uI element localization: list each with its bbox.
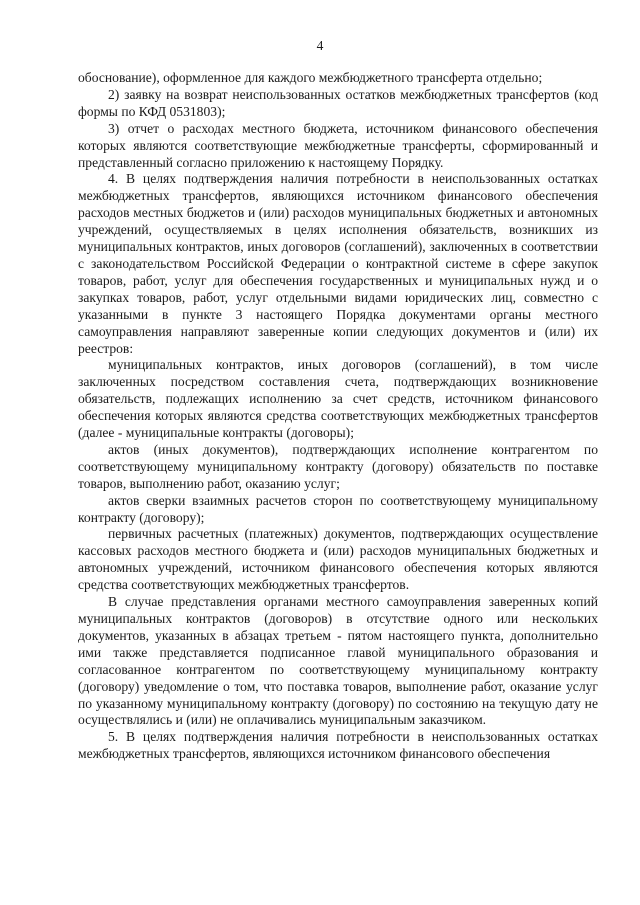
paragraph: актов (иных документов), подтверждающих исполнение контрагентом по соответствующему муниципальному контракту (договору) обязательств по поставке товаров, выполнению работ, оказанию услуг;	[78, 441, 598, 491]
paragraph: 5. В целях подтверждения наличия потребности в неиспользованных остатках межбюджетных трансфертов, являющихся источником финансового обеспечения	[78, 729, 598, 762]
paragraph: первичных расчетных (платежных) документов, подтверждающих осуществление кассовых расходов местного бюджета и (или) расходов муниципальных бюджетных и автономных учреждений, источником финансового обеспечения которых являются средства соответствующих межбюджетных трансфертов.	[78, 526, 598, 593]
paragraph: муниципальных контрактов, иных договоров (соглашений), в том числе заключенных посредством составления счета, подтверждающих возникновение обязательств, подлежащих исполнению за счет средств, источником финансового обеспечения которых являются средства соответствующих межбюджетных трансфертов (далее - муниципальные контракты (договоры);	[78, 357, 598, 441]
paragraph: 3) отчет о расходах местного бюджета, источником финансового обеспечения которых являются соответствующие межбюджетные трансферты, сформированный и представленный согласно приложению к настоящему Порядку.	[78, 120, 598, 170]
paragraph: В случае представления органами местного самоуправления заверенных копий муниципальных контрактов (договоров) в отсутствие одного или нескольких документов, указанных в абзацах третьем - пятом настоящего пункта, дополнительно ими также представляется подписанное главой муниципального образования и согласованное контрагентом по соответствующему муниципальному контракту (договору) уведомление о том, что поставка товаров, выполнение работ, оказание услуг по указанному муниципальному контракту (договору) по состоянию на текущую дату не осуществлялись и (или) не оплачивались муниципальным заказчиком.	[78, 594, 598, 728]
paragraph: актов сверки взаимных расчетов сторон по соответствующему муниципальному контракту (договору);	[78, 492, 598, 525]
paragraph: обоснование), оформленное для каждого межбюджетного трансферта отдельно;	[78, 70, 543, 85]
page-number: 4	[316, 38, 324, 53]
paragraph: 4. В целях подтверждения наличия потребности в неиспользованных остатках межбюджетных трансфертов, являющихся источником финансового обеспечения расходов местных бюджетов и (или) расходов муниципальных бюджетных и автономных учреждений, осуществляемых в целях исполнения обязательств, возникших из муниципальных контрактов, иных договоров (соглашений), заключенных в соответствии с законодательством Российской Федерации о контрактной системе в сфере закупок товаров, работ, услуг для обеспечения государственных и муниципальных нужд и о закупках товаров, работ, услуг отдельными видами юридических лиц, совместно с указанными в пункте 3 настоящего Порядка документами органы местного самоуправления направляют заверенные копии следующих документов и (или) их реестров:	[78, 171, 598, 356]
document-body	[78, 70, 598, 763]
paragraph: 2) заявку на возврат неиспользованных остатков межбюджетных трансфертов (код формы по КФД 0531803);	[78, 86, 598, 119]
